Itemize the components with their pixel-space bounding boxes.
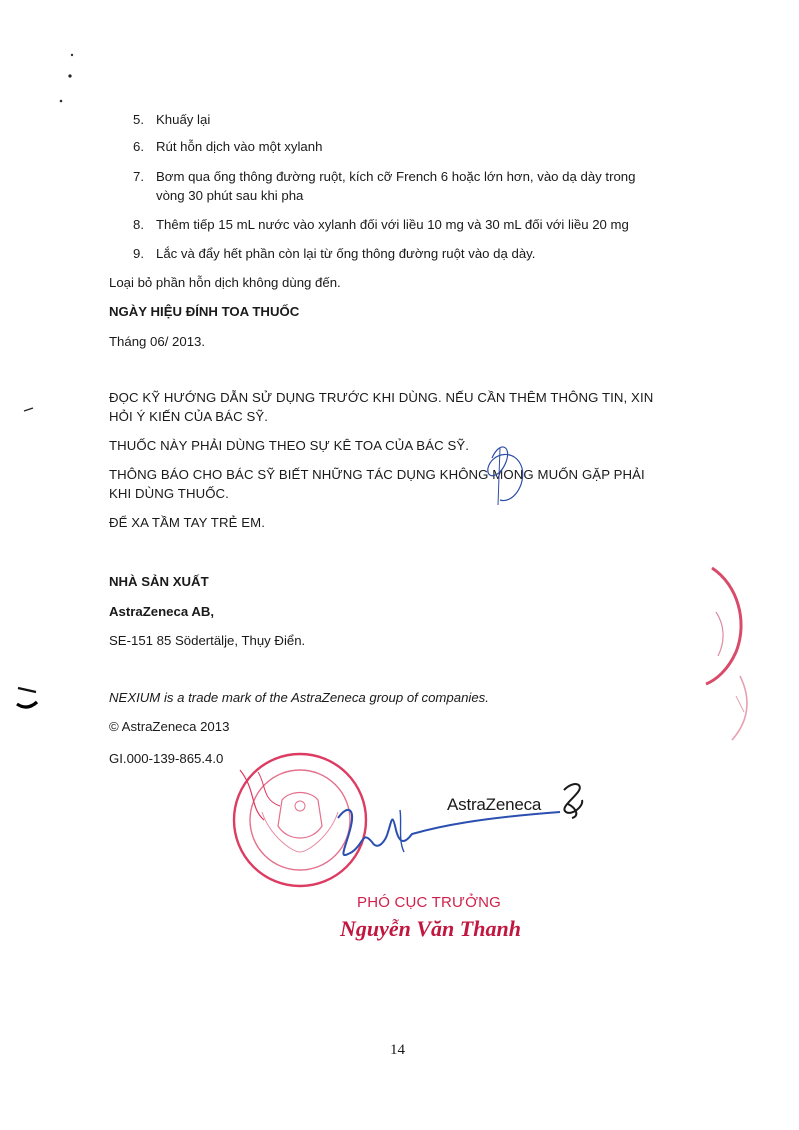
step-number: 9. [133,246,144,261]
warning-read-guide-line: HỎI Ý KIẾN CỦA BÁC SỸ. [109,409,269,424]
revision-date: Tháng 06/ 2013. [109,334,206,349]
step-text: Khuấy lại [156,112,211,127]
copyright-note: © AstraZeneca 2013 [109,719,230,734]
manufacturer-heading: NHÀ SẢN XUẤT [109,574,209,589]
warning-side-effects-line: KHI DÙNG THUỐC. [109,486,229,501]
document-code: GI.000-139-865.4.0 [109,751,224,766]
warning-side-effects-line: THÔNG BÁO CHO BÁC SỸ BIẾT NHỮNG TÁC DỤNG KHÔNG MONG MUỐN GẶP PHẢI [109,467,645,482]
step-number: 7. [133,169,144,184]
discard-note: Loại bỏ phần hỗn dịch không dùng đến. [109,275,341,290]
step-text-line: vòng 30 phút sau khi pha [156,188,304,203]
revision-heading: NGÀY HIỆU ĐÍNH TOA THUỐC [109,304,300,319]
step-number: 5. [133,112,144,127]
step-text-line: Bơm qua ống thông đường ruột, kích cỡ French 6 hoặc lớn hơn, vào dạ dày trong [156,169,636,184]
step-number: 8. [133,217,144,232]
manufacturer-name: AstraZeneca AB, [109,604,215,619]
trademark-note: NEXIUM is a trade mark of the AstraZeneca group of companies. [109,690,489,705]
manufacturer-address: SE-151 85 Södertälje, Thụy Điển. [109,633,306,648]
astrazeneca-wordmark: AstraZeneca [447,795,542,814]
step-text: Lắc và đẩy hết phần còn lại từ ống thông đường ruột vào dạ dày. [156,246,536,261]
warning-children: ĐỂ XA TẦM TAY TRẺ EM. [109,515,265,530]
step-text: Thêm tiếp 15 mL nước vào xylanh đối với liều 10 mg và 30 mL đối với liều 20 mg [156,217,629,232]
step-number: 6. [133,139,144,154]
signer-name: Nguyễn Văn Thanh [340,916,521,941]
warning-prescription: THUỐC NÀY PHẢI DÙNG THEO SỰ KÊ TOA CỦA BÁC SỸ. [109,438,470,453]
step-text: Rút hỗn dịch vào một xylanh [156,139,323,154]
warning-read-guide-line: ĐỌC KỸ HƯỚNG DẪN SỬ DỤNG TRƯỚC KHI DÙNG. NẾU CẦN THÊM THÔNG TIN, XIN [109,390,654,405]
page-number: 14 [390,1042,405,1058]
signer-title: PHÓ CỤC TRƯỞNG [357,894,502,911]
